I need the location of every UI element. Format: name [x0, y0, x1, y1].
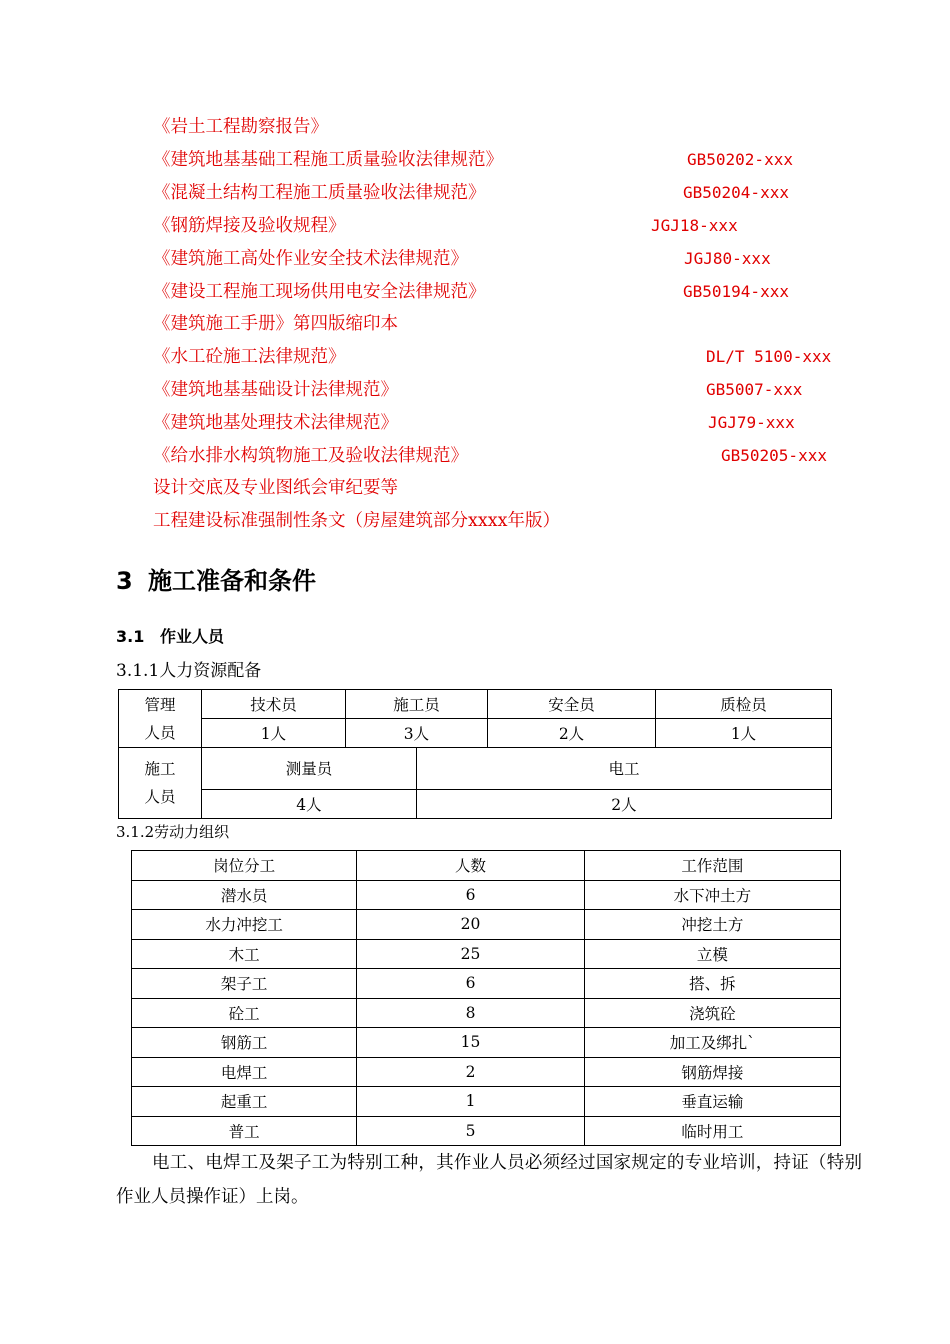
reference-title: 《建筑施工手册》第四版缩印本	[153, 314, 398, 334]
table-cell: 立模	[584, 939, 840, 969]
table-cell: 水力冲挖工	[132, 910, 357, 940]
table-row	[132, 1116, 841, 1146]
subsection-number: 3.1	[116, 627, 145, 646]
subsection-3-1-1-heading: 3.1.1人力资源配备	[116, 661, 262, 681]
table-row	[132, 969, 841, 999]
reference-title: 《建筑施工高处作业安全技术法律规范》	[153, 249, 468, 269]
table-cell: 架子工	[132, 969, 357, 999]
table-row	[132, 939, 841, 969]
table-cell: 水下冲土方	[584, 880, 840, 910]
reference-title: 《混凝土结构工程施工质量验收法律规范》	[153, 183, 486, 203]
table-cell: 加工及绑扎`	[584, 1028, 840, 1058]
subsection-title: 作业人员	[160, 627, 225, 646]
table-row	[119, 789, 832, 818]
column-header: 岗位分工	[132, 851, 357, 881]
table-cell: 6	[357, 969, 584, 999]
table-row	[132, 1028, 841, 1058]
table-cell: 2人	[416, 789, 831, 818]
table-cell: 垂直运输	[584, 1087, 840, 1117]
table-row	[119, 748, 832, 790]
table-cell: 质检员	[656, 690, 832, 719]
reference-title: 《建筑地基基础设计法律规范》	[153, 380, 398, 400]
table-cell: 起重工	[132, 1087, 357, 1117]
labor-table	[131, 850, 841, 1146]
table-cell: 电工	[416, 748, 831, 790]
table-header-row	[132, 851, 841, 881]
subsection-heading	[116, 624, 224, 647]
reference-title: 设计交底及专业图纸会审纪要等	[153, 478, 398, 498]
table-cell: 钢筋工	[132, 1028, 357, 1058]
reference-title: 《岩土工程勘察报告》	[153, 117, 328, 137]
reference-title: 《建设工程施工现场供用电安全法律规范》	[153, 282, 486, 302]
table-cell: 1人	[656, 719, 832, 748]
table-cell: 2	[357, 1057, 584, 1087]
table-cell: 3人	[345, 719, 487, 748]
section-title: 施工准备和条件	[148, 567, 316, 595]
table-cell: 普工	[132, 1116, 357, 1146]
table-cell: 木工	[132, 939, 357, 969]
table-cell: 安全员	[488, 690, 656, 719]
reference-code: DL/T 5100-xxx	[706, 347, 832, 366]
table-cell: 电焊工	[132, 1057, 357, 1087]
reference-title: 《水工砼施工法律规范》	[153, 347, 346, 367]
table-cell: 临时用工	[584, 1116, 840, 1146]
reference-code: GB50194-xxx	[683, 282, 789, 301]
reference-title: 《建筑地基基础工程施工质量验收法律规范》	[153, 150, 503, 170]
reference-code: GB50205-xxx	[721, 446, 827, 465]
reference-title: 《建筑地基处理技术法律规范》	[153, 413, 398, 433]
table-cell: 搭、拆	[584, 969, 840, 999]
section-heading	[116, 561, 316, 596]
table-row	[119, 690, 832, 719]
special-trades-note: 电工、电焊工及架子工为特别工种，其作业人员必须经过国家规定的专业培训，持证（特别作业人员操作证）上岗。	[116, 1153, 862, 1207]
column-header: 工作范围	[584, 851, 840, 881]
table-cell: 2人	[488, 719, 656, 748]
table-cell: 砼工	[132, 998, 357, 1028]
table-row	[132, 1087, 841, 1117]
reference-code: JGJ18-xxx	[651, 216, 738, 235]
column-header: 人数	[357, 851, 584, 881]
table-cell: 1人	[202, 719, 346, 748]
reference-title: 《给水排水构筑物施工及验收法律规范》	[153, 446, 468, 466]
table-row	[132, 998, 841, 1028]
table-row	[119, 719, 832, 748]
table-cell: 6	[357, 880, 584, 910]
table-cell: 冲挖土方	[584, 910, 840, 940]
table-cell: 施工员	[345, 690, 487, 719]
table-cell: 1	[357, 1087, 584, 1117]
table-cell: 5	[357, 1116, 584, 1146]
mgmt-label: 管理 人员	[119, 690, 202, 748]
table-cell: 15	[357, 1028, 584, 1058]
table-cell: 20	[357, 910, 584, 940]
table-cell: 8	[357, 998, 584, 1028]
section-number: 3	[116, 567, 133, 595]
reference-code: GB50204-xxx	[683, 183, 789, 202]
reference-title: 《钢筋焊接及验收规程》	[153, 216, 346, 236]
table-row	[132, 880, 841, 910]
table-cell: 25	[357, 939, 584, 969]
reference-code: JGJ79-xxx	[708, 413, 795, 432]
manpower-table	[118, 689, 832, 819]
table-cell: 4人	[202, 789, 417, 818]
reference-code: GB5007-xxx	[706, 380, 803, 399]
reference-code: GB50202-xxx	[687, 150, 793, 169]
table-cell: 浇筑砼	[584, 998, 840, 1028]
table-cell: 钢筋焊接	[584, 1057, 840, 1087]
reference-title: 工程建设标准强制性条文（房屋建筑部分xxxx年版）	[153, 511, 560, 531]
table-cell: 技术员	[202, 690, 346, 719]
const-label: 施工 人员	[119, 748, 202, 819]
table-row	[132, 910, 841, 940]
table-row	[132, 1057, 841, 1087]
table-cell: 测量员	[202, 748, 417, 790]
subsection-3-1-2-heading: 3.1.2劳动力组织	[116, 823, 230, 841]
reference-code: JGJ80-xxx	[684, 249, 771, 268]
table-cell: 潜水员	[132, 880, 357, 910]
